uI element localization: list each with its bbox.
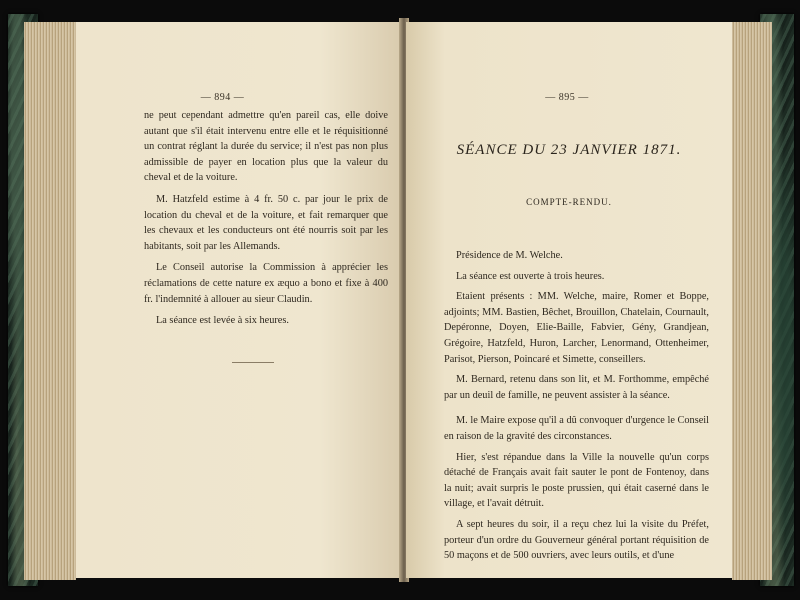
right-paragraph: M. le Maire expose qu'il a dû convoquer d'urgence le Conseil en raison de la gravité des circonstances. bbox=[444, 415, 709, 442]
left-page-edges bbox=[24, 22, 76, 580]
left-page bbox=[76, 22, 401, 578]
left-page-number bbox=[76, 92, 385, 103]
right-paragraph: M. Bernard, retenu dans son lit, et M. Forthomme, empêché par un deuil de famille, ne peuvent assister à la séance. bbox=[444, 374, 709, 401]
right-paragraph: A sept heures du soir, il a reçu chez lui la visite du Préfet, porteur d'un ordre du Gouverneur général portant réquisition de 50 maçons et de 500 ouvriers, avec leurs outils, et d'une bbox=[444, 518, 709, 562]
right-paragraph: Hier, s'est répandue dans la Ville la nouvelle qu'un corps détaché de Français avait fait sauter le pont de Fontenoy, dans la nuit; avait surpris le poste prussien, qui était caserné dans le village, et l'avait détruit. bbox=[444, 451, 709, 510]
left-paragraph: La séance est levée à six heures. bbox=[156, 315, 289, 327]
left-page-number-text: — 894 — bbox=[200, 92, 245, 103]
right-page-edges bbox=[732, 22, 772, 580]
right-page-text bbox=[444, 248, 709, 569]
report-subheading: COMPTE-RENDU. bbox=[526, 197, 612, 207]
right-page-number bbox=[406, 92, 730, 103]
left-page-text bbox=[144, 108, 388, 335]
right-paragraph: Etaient présents : MM. Welche, maire, Romer et Boppe, adjoints; MM. Bastien, Bêchet, Brouillon, Chatelain, Cournault, Depéronne, Doyen, Elie-Baille, Fabvier, Gény, Grandjean, Grégoire, Hatzfeld, Huron, Larcher, Lenormand, Ottenheimer, Parisot, Pierson, Poincaré et Simette, conseillers. bbox=[444, 291, 709, 365]
left-paragraph: Le Conseil autorise la Commission à apprécier les réclamations de cette nature ex æquo a bono et fixe à 400 fr. l'indemnité à allouer au sieur Claudin. bbox=[144, 262, 388, 305]
right-page bbox=[406, 22, 732, 578]
right-page-number-text: — 895 — bbox=[545, 92, 589, 103]
left-paragraph: ne peut cependant admettre qu'en pareil cas, elle doive autant que s'il était intervenu entre elle et le réquisitionné un contrat réglant la durée du service; il n'est pas non plus admissible de payer en location plus que la valeur du cheval et de la voiture. bbox=[144, 110, 388, 184]
right-paragraph: La séance est ouverte à trois heures. bbox=[456, 270, 605, 282]
session-heading: SÉANCE DU 23 JANVIER 1871. bbox=[456, 142, 682, 158]
section-divider-rule bbox=[232, 362, 274, 363]
right-paragraph: Présidence de M. Welche. bbox=[456, 250, 563, 261]
left-paragraph: M. Hatzfeld estime à 4 fr. 50 c. par jour le prix de location du cheval et de la voiture, et fait remarquer que les chevaux et les conducteurs ont été nourris soit par les habitants, soit par les Allemands. bbox=[144, 193, 388, 252]
